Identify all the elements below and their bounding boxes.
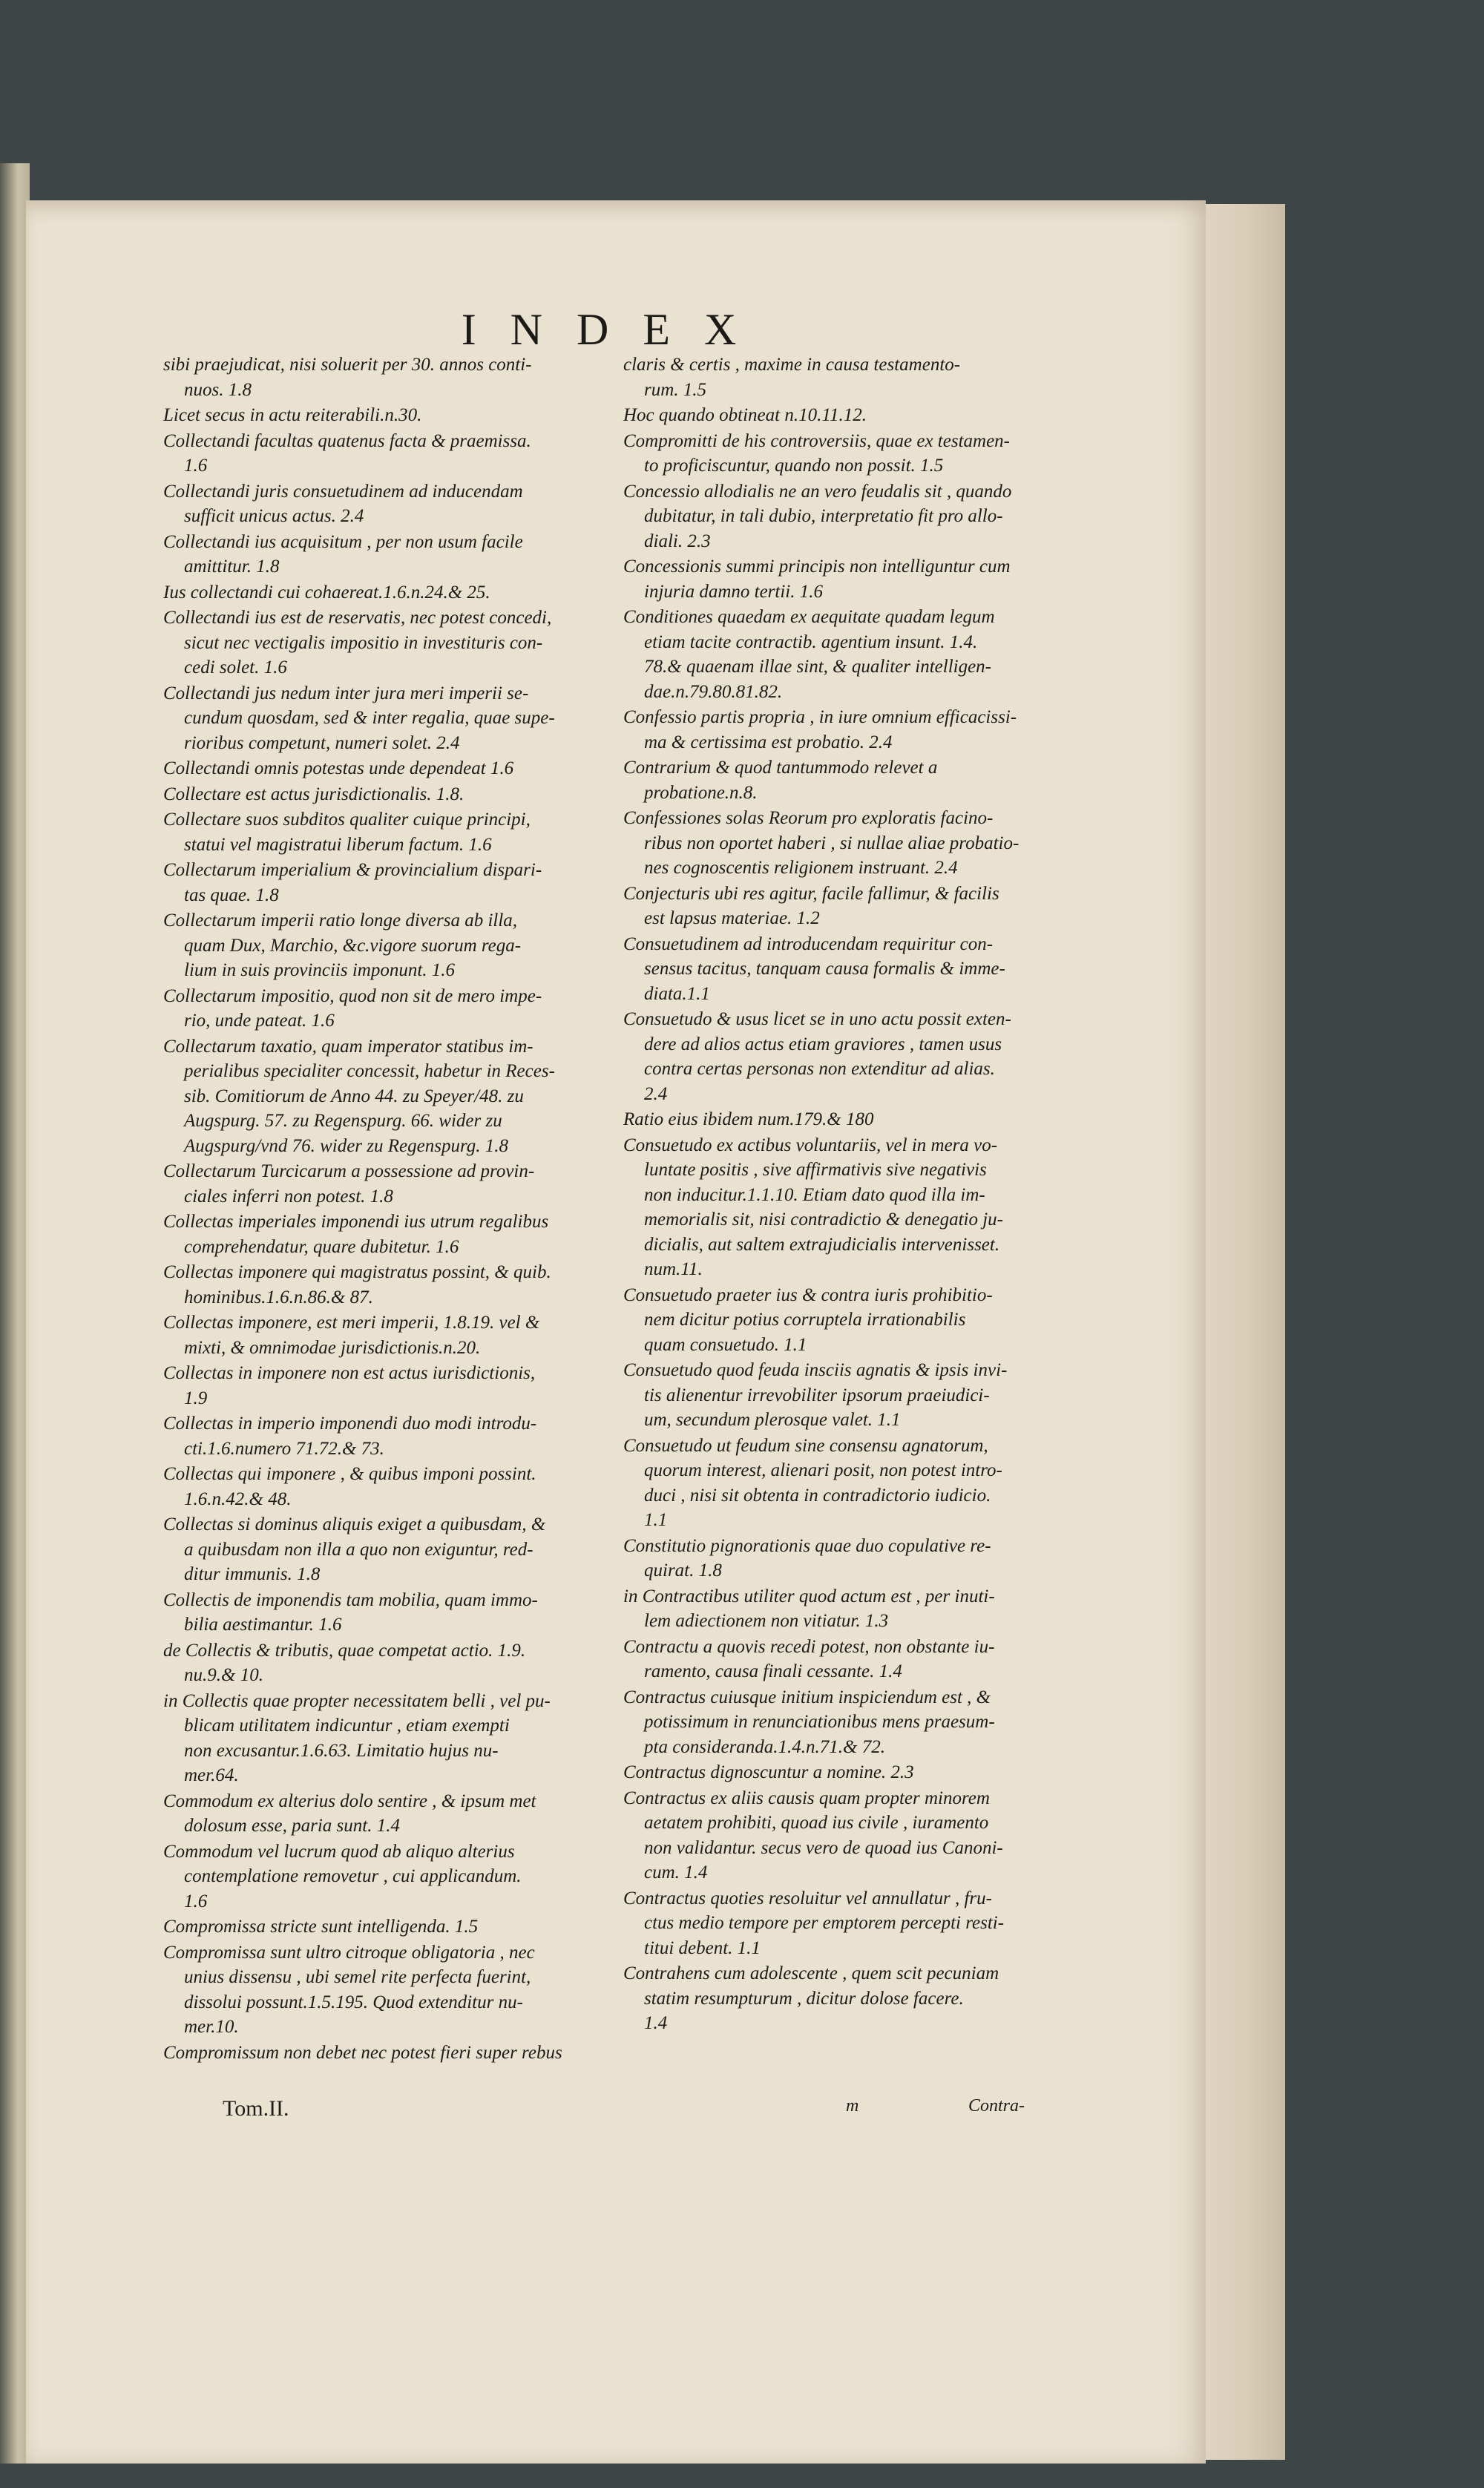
- index-entry: Compromissa stricte sunt intelligenda. 1.5: [163, 1917, 479, 1937]
- index-entry: Collectis de imponendis tam mobilia, quam immo- bilia aestimantur. 1.6: [163, 1589, 538, 1635]
- index-entry: Collectas qui imponere , & quibus imponi possint. 1.6.n.42.& 48.: [163, 1464, 536, 1509]
- index-entry: Compromissa sunt ultro citroque obligatoria , nec unius dissensu , ubi semel rite perfecta fuerint, dissolui possunt.1.5.195. Quod extenditur nu- mer.10.: [163, 1942, 535, 2037]
- index-entry: Consuetudo praeter ius & contra iuris prohibitio- nem dicitur potius corruptela irrationabilis quam consuetudo. 1.1: [623, 1284, 993, 1355]
- index-entry: Collectarum imperialium & provincialium dispari- tas quae. 1.8: [163, 860, 542, 905]
- index-entry: Licet secus in actu reiterabili.n.30.: [163, 405, 422, 425]
- index-entry: Consuetudo ex actibus voluntariis, vel in mera vo- luntate positis , sive affirmativis sive negativis non inducitur.1.1.10. Etiam dato quod illa im- memorialis sit, nisi contradictio & denegatio ju- dicialis, aut saltem extrajudicialis intervenisset. num.11.: [623, 1135, 1003, 1279]
- index-entry: Collectas si dominus aliquis exiget a quibusdam, & a quibusdam non illa a quo non exiguntur, red- ditur immunis. 1.8: [163, 1514, 546, 1584]
- index-entry: Collectandi omnis potestas unde dependeat 1.6: [163, 758, 514, 778]
- index-column-left: [163, 352, 631, 2066]
- index-entry: Contractus quoties resoluitur vel annullatur , fru- ctus medio tempore per emptorem percepti resti- titui debent. 1.1: [623, 1888, 1005, 1958]
- volume-label: Tom.II.: [223, 2096, 289, 2121]
- index-entry: Collectas imponere, est meri imperii, 1.8.19. vel & mixti, & omnimodae jurisdictionis.n.20.: [163, 1313, 540, 1358]
- index-entry: Compromissum non debet nec potest fieri super rebus: [163, 2042, 562, 2063]
- index-entry: sibi praejudicat, nisi soluerit per 30. annos conti- nuos. 1.8: [163, 355, 532, 400]
- index-entry: de Collectis & tributis, quae competat actio. 1.9. nu.9.& 10.: [163, 1640, 526, 1685]
- index-entry: Confessio partis propria , in iure omnium efficacissi- ma & certissima est probatio. 2.4: [623, 707, 1017, 752]
- index-entry: Collectandi facultas quatenus facta & praemissa. 1.6: [163, 430, 531, 476]
- index-entry: Commodum ex alterius dolo sentire , & ipsum met dolosum esse, paria sunt. 1.4: [163, 1790, 536, 1836]
- index-entry: Collectandi ius est de reservatis, nec potest concedi, sicut nec vectigalis impositio in investituris con- cedi solet. 1.6: [163, 608, 552, 677]
- catchword: Contra-: [968, 2096, 1025, 2116]
- index-entry: Consuetudo ut feudum sine consensu agnatorum, quorum interest, alienari posit, non potest intro- duci , nisi sit obtenta in contradictorio iudicio. 1.1: [623, 1435, 1002, 1530]
- index-entry: Collectas imperiales imponendi ius utrum regalibus comprehendatur, quare dubitetur. 1.6: [163, 1212, 549, 1257]
- index-entry: Confessiones solas Reorum pro exploratis facino- ribus non oportet haberi , si nullae aliae probatio- nes cognoscentis religionem instruant. 2.4: [623, 808, 1020, 878]
- index-entry: Collectare est actus jurisdictionalis. 1.8.: [163, 784, 464, 804]
- index-entry: Collectarum Turcicarum a possessione ad provin- ciales inferri non potest. 1.8: [163, 1161, 535, 1207]
- index-entry: Constitutio pignorationis quae duo copulative re- quirat. 1.8: [623, 1535, 991, 1581]
- index-column-right: [623, 352, 1091, 2037]
- index-entry: Contractus ex aliis causis quam propter minorem aetatem prohibiti, quoad ius civile , iuramento non validantur. secus vero de quoad ius Canoni- cum. 1.4: [623, 1788, 1003, 1883]
- index-entry: Contractu a quovis recedi potest, non obstante iu- ramento, causa finali cessante. 1.4: [623, 1636, 995, 1681]
- index-entry: claris & certis , maxime in causa testamento- rum. 1.5: [623, 355, 961, 400]
- index-entry: Collectas in imponere non est actus iurisdictionis, 1.9: [163, 1363, 536, 1408]
- index-entry: Compromitti de his controversiis, quae ex testamen- to proficiscuntur, quando non possit. 1.5: [623, 430, 1010, 476]
- index-entry: Contrahens cum adolescente , quem scit pecuniam statim resumpturum , dicitur dolose facere. 1.4: [623, 1963, 999, 2033]
- index-entry: Collectandi jus nedum inter jura meri imperii se- cundum quosdam, sed & inter regalia, quae supe- rioribus competunt, numeri solet. 2.4: [163, 683, 555, 753]
- index-entry: Concessionis summi principis non intelliguntur cum injuria damno tertii. 1.6: [623, 557, 1011, 602]
- index-entry: in Collectis quae propter necessitatem belli , vel pu- blicam utilitatem indicuntur , etiam exempti non excusantur.1.6.63. Limitatio hujus nu- mer.64.: [163, 1690, 551, 1785]
- index-entry: Hoc quando obtineat n.10.11.12.: [623, 405, 867, 425]
- index-entry: Contractus dignoscuntur a nomine. 2.3: [623, 1762, 914, 1782]
- book-edge-left: [0, 163, 30, 2464]
- index-entry: Conditiones quaedam ex aequitate quadam legum etiam tacite contractib. agentium insunt. 1.4. 78.& quaenam illae sint, & qualiter intelligen- dae.n.79.80.81.82.: [623, 607, 995, 702]
- index-entry: Contractus cuiusque initium inspiciendum est , & potissimum in renunciationibus mens praesum- pta consideranda.1.4.n.71.& 72.: [623, 1687, 995, 1757]
- index-entry: Contrarium & quod tantummodo relevet a probatione.n.8.: [623, 758, 938, 803]
- index-entry: Collectandi ius acquisitum , per non usum facile amittitur. 1.8: [163, 531, 523, 577]
- index-entry: Consuetudinem ad introducendam requiritur con- sensus tacitus, tanquam causa formalis & imme- diata.1.1: [623, 933, 1005, 1004]
- index-entry: Collectas imponere qui magistratus possint, & quib. hominibus.1.6.n.86.& 87.: [163, 1262, 551, 1307]
- index-entry: Collectarum taxatio, quam imperator statibus im- perialibus specialiter concessit, habetur in Reces- sib. Comitiorum de Anno 44. zu Speyer/48. zu Augspurg. 57. zu Regenspurg. 66. wider zu Augspurg/vnd 76. wider zu Regenspurg. 1.8: [163, 1036, 555, 1156]
- page-title: INDEX: [461, 305, 771, 354]
- index-entry: Conjecturis ubi res agitur, facile fallimur, & facilis est lapsus materiae. 1.2: [623, 883, 999, 928]
- index-entry: Concessio allodialis ne an vero feudalis sit , quando dubitatur, in tali dubio, interpretatio fit pro allo- diali. 2.3: [623, 481, 1012, 551]
- index-entry: Collectarum impositio, quod non sit de mero impe- rio, unde pateat. 1.6: [163, 985, 542, 1031]
- index-entry: Collectandi juris consuetudinem ad inducendam sufficit unicus actus. 2.4: [163, 481, 523, 526]
- index-entry: Ratio eius ibidem num.179.& 180: [623, 1109, 874, 1129]
- book-page: [26, 200, 1206, 2464]
- index-entry: Ius collectandi cui cohaereat.1.6.n.24.& 25.: [163, 582, 490, 603]
- index-entry: Commodum vel lucrum quod ab aliquo alterius contemplatione removetur , cui applicandum. 1.6: [163, 1841, 522, 1911]
- index-entry: Collectarum imperii ratio longe diversa ab illa, quam Dux, Marchio, &c.vigore suorum rega- lium in suis provinciis imponunt. 1.6: [163, 910, 522, 980]
- index-entry: Consuetudo & usus licet se in uno actu possit exten- dere ad alios actus etiam graviores , tamen usus contra certas personas non extenditur ad alias. 2.4: [623, 1009, 1011, 1104]
- signature-mark: m: [846, 2096, 859, 2116]
- index-entry: in Contractibus utiliter quod actum est , per inuti- lem adiectionem non vitiatur. 1.3: [623, 1586, 995, 1631]
- index-entry: Consuetudo quod feuda insciis agnatis & ipsis invi- tis alienentur irrevobiliter ipsorum praeiudici- um, secundum plerosque valet. 1.1: [623, 1360, 1008, 1430]
- index-entry: Collectas in imperio imponendi duo modi introdu- cti.1.6.numero 71.72.& 73.: [163, 1414, 537, 1459]
- index-entry: Collectare suos subditos qualiter cuique principi, statui vel magistratui liberum factum. 1.6: [163, 810, 531, 855]
